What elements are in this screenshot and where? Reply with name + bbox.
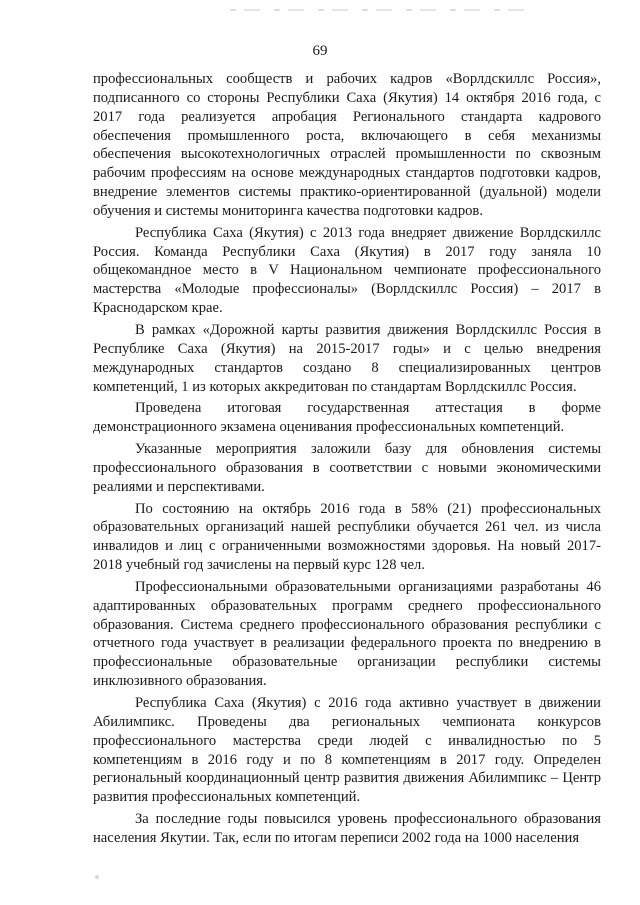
paragraph: Указанные мероприятия заложили базу для обновления системы профессионального образования в соответствии с новыми экономическими реалиями и перспективами. xyxy=(93,441,601,495)
paragraph: Профессиональными образовательными организациями разработаны 46 адаптированных образовательных программ среднего профессионального образования. Система среднего профессионального образования республики с отчетного года участвует в реализации федерального проекта по внедрению в профессиональные образовательные организации республики системы инклюзивного образования. xyxy=(93,578,601,690)
paragraph: По состоянию на октябрь 2016 года в 58% (21) профессиональных образовательных организаций нашей республики обучается 261 чел. из числа инвалидов и лиц с ограниченными возможностями здоровья. На новый 2017-2018 учебный год зачислены на первый курс 128 чел. xyxy=(93,500,601,574)
document-body xyxy=(93,70,601,848)
paragraph: Республика Саха (Якутия) с 2013 года внедряет движение Ворлдскиллс Россия. Команда Республики Саха (Якутия) в 2017 году заняла 10 общекомандное место в V Национальном чемпионате профессионального мастерства «Молодые профессионалы» (Ворлдскиллс Россия) – 2017 в Краснодарском крае. xyxy=(93,224,601,317)
paragraph: За последние годы повысился уровень профессионального образования населения Якутии. Так, если по итогам переписи 2002 года на 1000 населения xyxy=(93,811,601,846)
scan-artifact xyxy=(230,9,530,11)
page-number: 69 xyxy=(312,43,328,59)
scan-speck xyxy=(95,875,99,879)
paragraph: Республика Саха (Якутия) с 2016 года активно участвует в движении Абилимпикс. Проведены два региональных чемпионата конкурсов профессионального мастерства среди людей с инвалидностью по 5 компетенциям в 2016 году и по 8 компетенциям в 2017 году. Определен региональный координационный центр развития движения Абилимпикс – Центр развития профессиональных компетенций. xyxy=(93,695,601,806)
paragraph: Проведена итоговая государственная аттестация в форме демонстрационного экзамена оценивания профессиональных компетенций. xyxy=(93,400,601,436)
paragraph: В рамках «Дорожной карты развития движения Ворлдскиллс Россия в Республике Саха (Якутия) на 2015-2017 годы» и с целью внедрения международных стандартов создано 8 специализированных центров компетенций, 1 из которых аккредитован по стандартам Ворлдскиллс Россия. xyxy=(93,321,601,395)
paragraph: профессиональных сообществ и рабочих кадров «Ворлдскиллс Россия», подписанного со стороны Республики Саха (Якутия) 14 октября 2016 года, с 2017 года реализуется апробация Регионального стандарта кадрового обеспечения промышленного роста, включающего в себя механизмы обеспечения высокотехнологичных отраслей промышленности по сквозным рабочим профессиям на основе международных стандартов подготовки кадров, внедрение элементов системы практико-ориентированной (дуальной) модели обучения и системы мониторинга качества подготовки кадров. xyxy=(93,71,601,219)
